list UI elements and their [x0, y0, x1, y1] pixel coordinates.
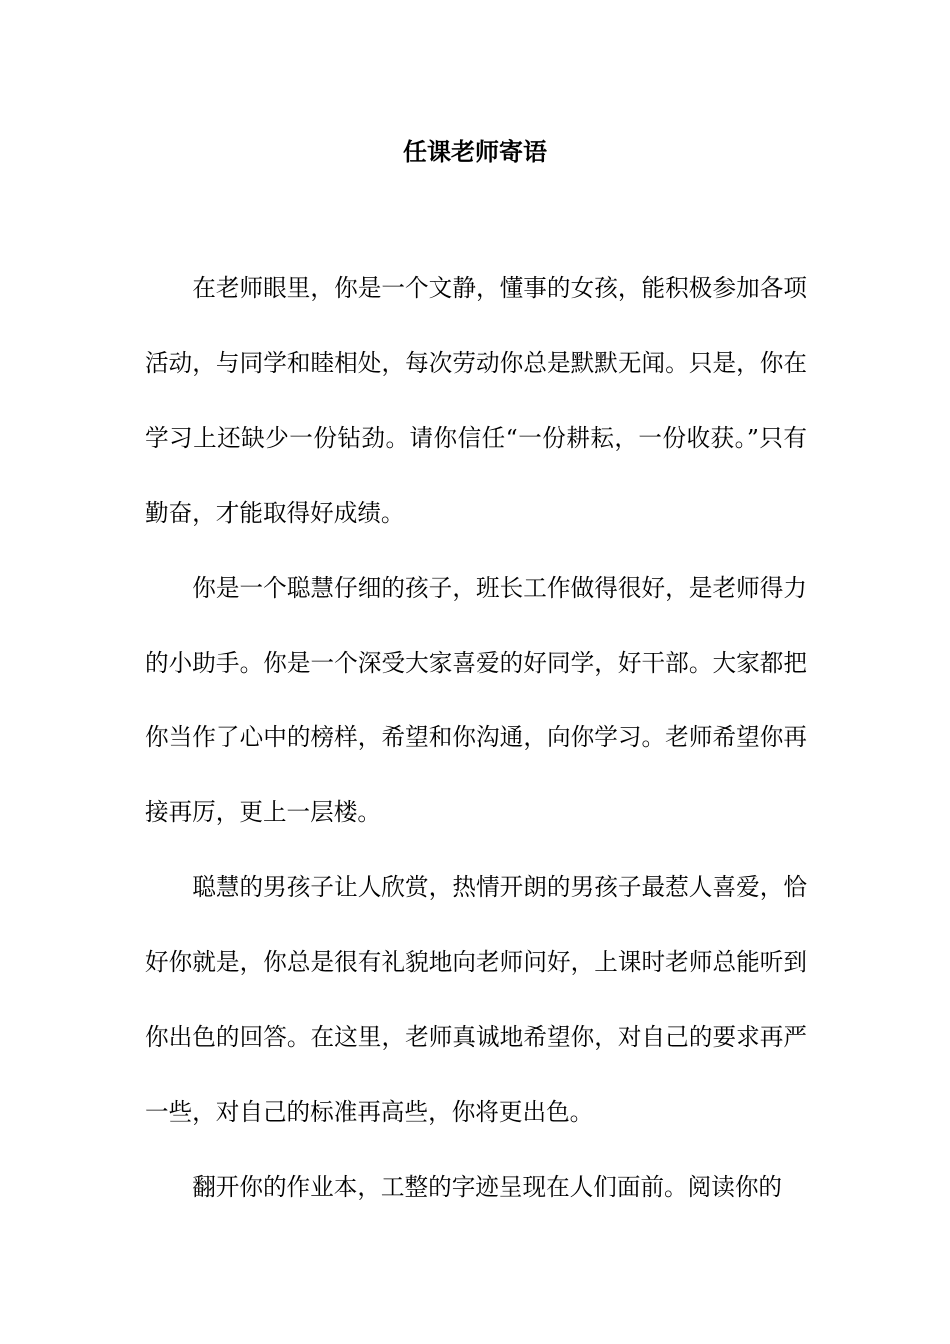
paragraph: 聪慧的男孩子让人欣赏，热情开朗的男孩子最惹人喜爱，恰好你就是，你总是很有礼貌地向老师问好，上课时老师总能听到你出色的回答。在这里，老师真诚地希望你，对自己的要求再严一些，对自己的标准再高些，你将更出色。 [145, 873, 807, 1126]
document-title: 任课老师寄语 [403, 138, 547, 166]
paragraph: 翻开你的作业本，工整的字迹呈现在人们面前。阅读你的 [192, 1172, 783, 1201]
paragraph: 你是一个聪慧仔细的孩子，班长工作做得很好，是老师得力的小助手。你是一个深受大家喜爱的好同学，好干部。大家都把你当作了心中的榜样，希望和你沟通，向你学习。老师希望你再接再厉，更上一层楼。 [145, 573, 807, 827]
document-body [145, 251, 807, 1225]
paragraph: 在老师眼里，你是一个文静，懂事的女孩，能积极参加各项活动，与同学和睦相处，每次劳动你总是默默无闻。只是，你在学习上还缺少一份钻劲。请你信任“一份耕耘，一份收获。”只有勤奋，才能取得好成绩。 [145, 274, 807, 527]
